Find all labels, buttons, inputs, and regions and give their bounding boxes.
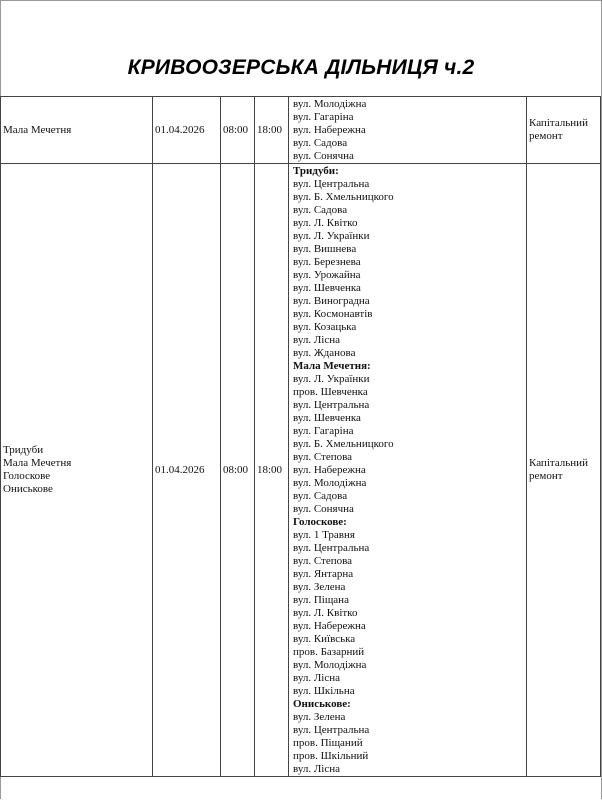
street-item: пров. Шкільний [293,750,369,762]
street-item: вул. Л. Українки [293,230,370,242]
street-item: вул. Зелена [293,581,346,593]
end-time-cell: 18:00 [255,97,289,164]
streets-cell [289,97,527,164]
street-item: вул. Лісна [293,334,340,346]
street-item: вул. Зелена [293,711,346,723]
street-item: вул. Янтарна [293,568,354,580]
street-item: вул. Л. Українки [293,373,370,385]
street-item: вул. Лісна [293,763,340,775]
outage-schedule-table [0,96,601,777]
settlements-cell [1,97,153,164]
settlement-name: Мала Мечетня [3,123,72,136]
work-type-cell: Капітальний ремонт [527,164,601,777]
street-item: вул. Б. Хмельницкого [293,438,394,450]
street-item: вул. Козацька [293,321,357,333]
street-item: вул. Сонячна [293,503,354,515]
street-item: вул. Центральна [293,178,370,190]
start-time-cell: 08:00 [221,97,255,164]
street-item: вул. Центральна [293,542,370,554]
street-item: вул. Набережна [293,620,366,632]
street-item: вул. Сонячна [293,150,354,162]
date-cell: 01.04.2026 [153,164,221,777]
street-item: вул. Молодіжна [293,477,367,489]
street-item: вул. Садова [293,490,348,502]
street-item: вул. Л. Квітко [293,607,358,619]
street-item: вул. Піщана [293,594,349,606]
settlement-name: Мала Мечетня [3,457,72,469]
settlements-cell [1,164,153,777]
settlement-name: Тридуби [3,444,44,456]
street-item: вул. Степова [293,555,353,567]
settlement-name: Голоскове [3,470,51,482]
street-item: вул. Шевченка [293,282,361,294]
street-item: вул. Молодіжна [293,98,367,110]
settlement-heading: Ониськовe: [293,698,351,710]
street-item: вул. Жданова [293,347,356,359]
table-row [1,97,601,164]
start-time-cell: 08:00 [221,164,255,777]
settlement-heading: Голосковe: [293,516,347,528]
table-row [1,164,601,777]
street-item: пров. Шевченка [293,386,368,398]
street-item: вул. Шевченка [293,412,361,424]
street-item: вул. Гагаріна [293,425,354,437]
streets-cell [289,164,527,777]
street-item: вул. Вишнева [293,243,357,255]
street-item: вул. Гагаріна [293,111,354,123]
settlement-name: Ониськове [3,483,53,495]
street-item: вул. Молодіжна [293,659,367,671]
settlement-heading: Мала Мечетня: [293,360,371,372]
street-item: вул. Урожайна [293,269,361,281]
street-item: вул. Набережна [293,464,366,476]
street-item: вул. Лісна [293,672,340,684]
work-type-cell: Капітальний ремонт [527,97,601,164]
street-item: пров. Базарний [293,646,365,658]
street-item: вул. Березнева [293,256,361,268]
street-item: вул. Шкільна [293,685,355,697]
settlement-heading: Тридуби: [293,165,339,177]
street-item: вул. Космонавтів [293,308,373,320]
street-item: вул. 1 Травня [293,529,355,541]
street-item: вул. Л. Квітко [293,217,358,229]
street-item: пров. Піщаний [293,737,363,749]
street-item: вул. Київська [293,633,356,645]
street-item: вул. Садова [293,137,348,149]
street-item: вул. Б. Хмельницкого [293,191,394,203]
street-item: вул. Центральна [293,724,370,736]
schedule-body [1,97,601,777]
end-time-cell: 18:00 [255,164,289,777]
street-item: вул. Центральна [293,399,370,411]
date-cell: 01.04.2026 [153,97,221,164]
street-item: вул. Набережна [293,124,366,136]
street-item: вул. Виноградна [293,295,370,307]
page-title: КРИВООЗЕРСЬКА ДІЛЬНИЦЯ ч.2 [127,56,475,79]
street-item: вул. Степова [293,451,353,463]
street-item: вул. Садова [293,204,348,216]
